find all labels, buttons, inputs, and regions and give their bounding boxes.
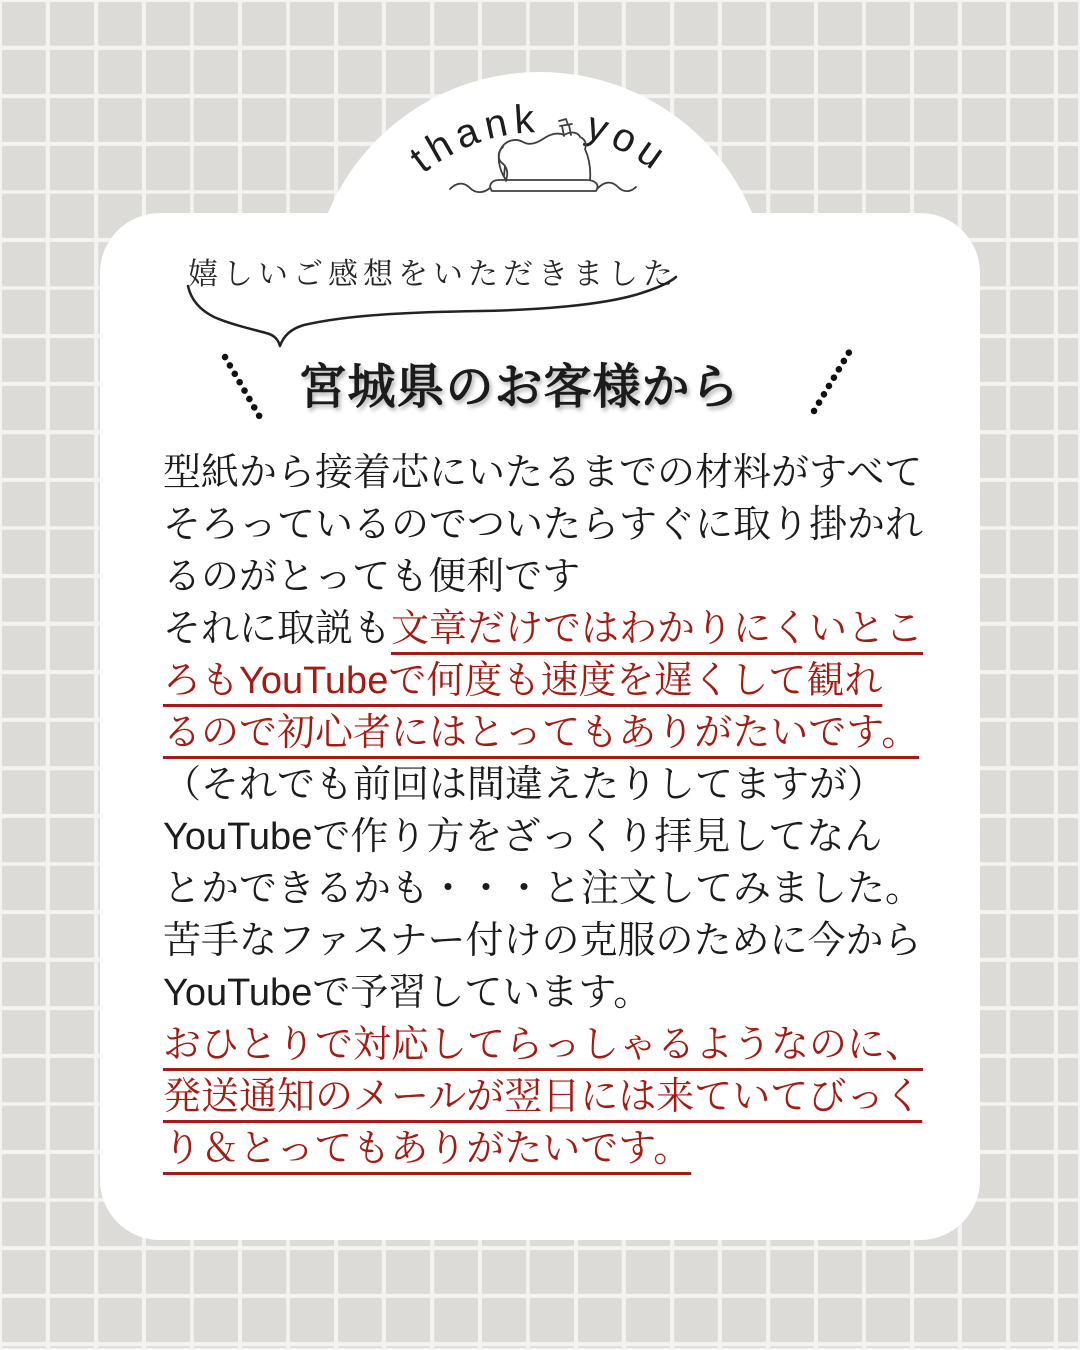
thank-you-arc-text: thank you [401, 96, 678, 182]
testimonial-line [163, 707, 943, 759]
text-segment: YouTubeで作り方をざっくり拝見してなん [163, 816, 883, 858]
testimonial-line [163, 967, 943, 1019]
testimonial-line [163, 551, 943, 603]
testimonial-line [163, 915, 943, 967]
card-header [300, 60, 780, 230]
testimonial-line [163, 447, 943, 499]
testimonial-line [163, 1071, 943, 1123]
highlighted-text-segment: ろもYouTubeで何度も速度を遅くして観れ [163, 660, 883, 702]
testimonial-line [163, 499, 943, 551]
highlighted-text-segment: り＆とってもありがたいです。 [163, 1128, 692, 1170]
testimonial-text [163, 447, 943, 1175]
text-segment: 苦手なファスナー付けの克服のために今から [163, 920, 922, 962]
highlighted-text-segment: おひとりで対応してらっしゃるようなのに、 [163, 1024, 924, 1066]
text-segment: （それでも前回は間違えたりしてますが） [163, 764, 886, 806]
testimonial-line [163, 603, 943, 655]
testimonial-line [163, 655, 943, 707]
text-segment: YouTubeで予習しています。 [163, 972, 652, 1014]
text-segment: 型紙から接着芯にいたるまでの材料がすべて [163, 452, 923, 494]
testimonial-line [163, 759, 943, 811]
page-title: 宮城県のお客様から [298, 361, 740, 414]
text-segment: るのがとっても便利です [163, 556, 581, 598]
testimonial-line [163, 1123, 943, 1175]
text-segment: それに取説も [163, 608, 392, 650]
testimonial-line [163, 863, 943, 915]
text-segment: そろっているのでついたらすぐに取り掛かれ [163, 504, 924, 546]
highlighted-text-segment: るので初心者にはとってもありがたいです。 [163, 712, 920, 754]
testimonial-line [163, 1019, 943, 1071]
highlighted-text-segment: 発送通知のメールが翌日には来ていてびっく [163, 1076, 923, 1118]
text-segment: とかできるかも・・・と注文してみました。 [163, 868, 924, 910]
highlighted-text-segment: 文章だけではわかりにくいとこ [391, 608, 924, 650]
testimonial-line [163, 811, 943, 863]
speech-bubble-label: 嬉しいご感想をいただきました [188, 258, 678, 291]
